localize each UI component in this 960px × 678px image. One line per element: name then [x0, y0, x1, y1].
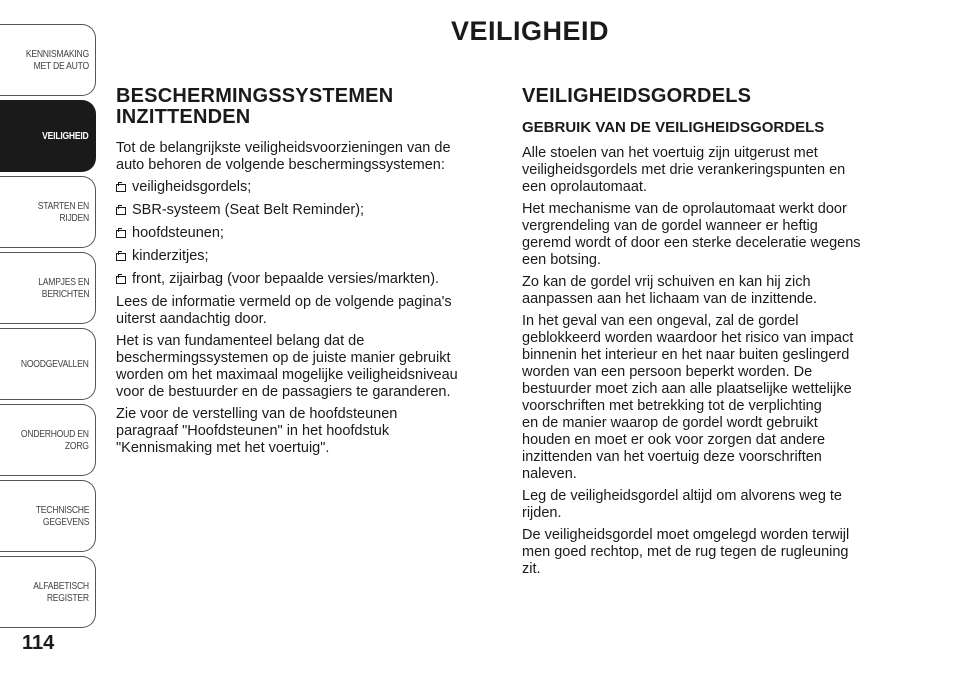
tab-label: LAMPJES EN BERICHTEN: [37, 276, 89, 300]
tab-alfabetisch-register[interactable]: [0, 556, 96, 628]
list-item-text: kinderzitjes;: [132, 248, 209, 264]
section-heading-bescherming: BESCHERMINGSSYSTEMEN INZITTENDEN: [116, 85, 394, 128]
paragraph: Lees de informatie vermeld op de volgende pagina's uiterst aandachtig door.: [116, 294, 452, 327]
paragraph: Het mechanisme van de oprolautomaat werkt door vergrendeling van de gordel wanneer er heftig geremd wordt of door een sterke deceleratie wegens een botsing.: [522, 201, 861, 268]
paragraph: Het is van fundamenteel belang dat de beschermingssystemen op de juiste manier gebruikt worden om het maximaal mogelijke veiligheidsniveau voor de bestuurder en de passagiers te garanderen.: [116, 333, 458, 400]
checkbox-bullet-icon: [116, 207, 126, 215]
list-item: [116, 248, 494, 265]
checkbox-bullet-icon: [116, 184, 126, 192]
paragraph: Leg de veiligheidsgordel altijd om alvorens weg te rijden.: [522, 488, 842, 521]
tab-label: VEILIGHEID: [42, 130, 89, 142]
list-item-text: SBR-systeem (Seat Belt Reminder);: [132, 202, 365, 218]
tab-label: NOODGEVALLEN: [21, 358, 89, 370]
sub-heading-gebruik: GEBRUIK VAN DE VEILIGHEIDSGORDELS: [522, 119, 825, 136]
tab-label: ONDERHOUD EN ZORG: [21, 428, 89, 452]
list-item-text: hoofdsteunen;: [132, 225, 224, 241]
page-title: VEILIGHEID: [450, 16, 610, 46]
section-heading-gordels: VEILIGHEIDSGORDELS: [522, 85, 752, 107]
paragraph: Zie voor de verstelling van de hoofdsteunen paragraaf "Hoofdsteunen" in het hoofdstuk "Kennismaking met het voertuig".: [116, 406, 398, 456]
tab-label: STARTEN EN RIJDEN: [37, 200, 89, 224]
checkbox-bullet-icon: [116, 253, 126, 261]
checkbox-bullet-icon: [116, 276, 126, 284]
tab-veiligheid[interactable]: [0, 100, 96, 172]
tab-lampjes-en-berichten[interactable]: [0, 252, 96, 324]
tab-technische-gegevens[interactable]: [0, 480, 96, 552]
left-column: [116, 86, 494, 462]
tab-noodgevallen[interactable]: [0, 328, 96, 400]
list-item: [116, 202, 494, 219]
tab-label: TECHNISCHE GEGEVENS: [35, 504, 89, 528]
list-item: [116, 271, 494, 288]
chapter-tabs: [0, 0, 100, 678]
page-number: 114: [22, 632, 55, 654]
protection-list: [116, 179, 494, 288]
list-item: [116, 179, 494, 196]
paragraph: Alle stoelen van het voertuig zijn uitgerust met veiligheidsgordels met drie verankeringspunten en een oprolautomaat.: [522, 145, 846, 195]
right-column: [522, 86, 917, 583]
list-item: [116, 225, 494, 242]
paragraph: Zo kan de gordel vrij schuiven en kan hij zich aanpassen aan het lichaam van de inzittende.: [522, 274, 818, 307]
paragraph: In het geval van een ongeval, zal de gordel geblokkeerd worden waardoor het risico van impact binnenin het interieur en het naar buiten geslingerd worden van een persoon beperkt worden. De bestuurder moet zich aan alle plaatselijke wettelijke voorschriften met betrekking tot de verplichting en de manier waarop de gordel wordt gebruikt houden en moet er ook voor zorgen dat andere inzittenden van het voertuig deze voorschriften naleven.: [522, 313, 854, 482]
tab-starten-en-rijden[interactable]: [0, 176, 96, 248]
intro-paragraph: Tot de belangrijkste veiligheidsvoorzieningen van de auto behoren de volgende beschermingssystemen:: [116, 140, 451, 173]
list-item-text: veiligheidsgordels;: [132, 179, 252, 195]
checkbox-bullet-icon: [116, 230, 126, 238]
tab-label: KENNISMAKING MET DE AUTO: [25, 48, 89, 72]
tab-onderhoud-en-zorg[interactable]: [0, 404, 96, 476]
paragraph: De veiligheidsgordel moet omgelegd worden terwijl men goed rechtop, met de rug tegen de rugleuning zit.: [522, 527, 850, 577]
tab-label: ALFABETISCH REGISTER: [33, 580, 89, 604]
list-item-text: front, zijairbag (voor bepaalde versies/markten).: [132, 271, 440, 287]
